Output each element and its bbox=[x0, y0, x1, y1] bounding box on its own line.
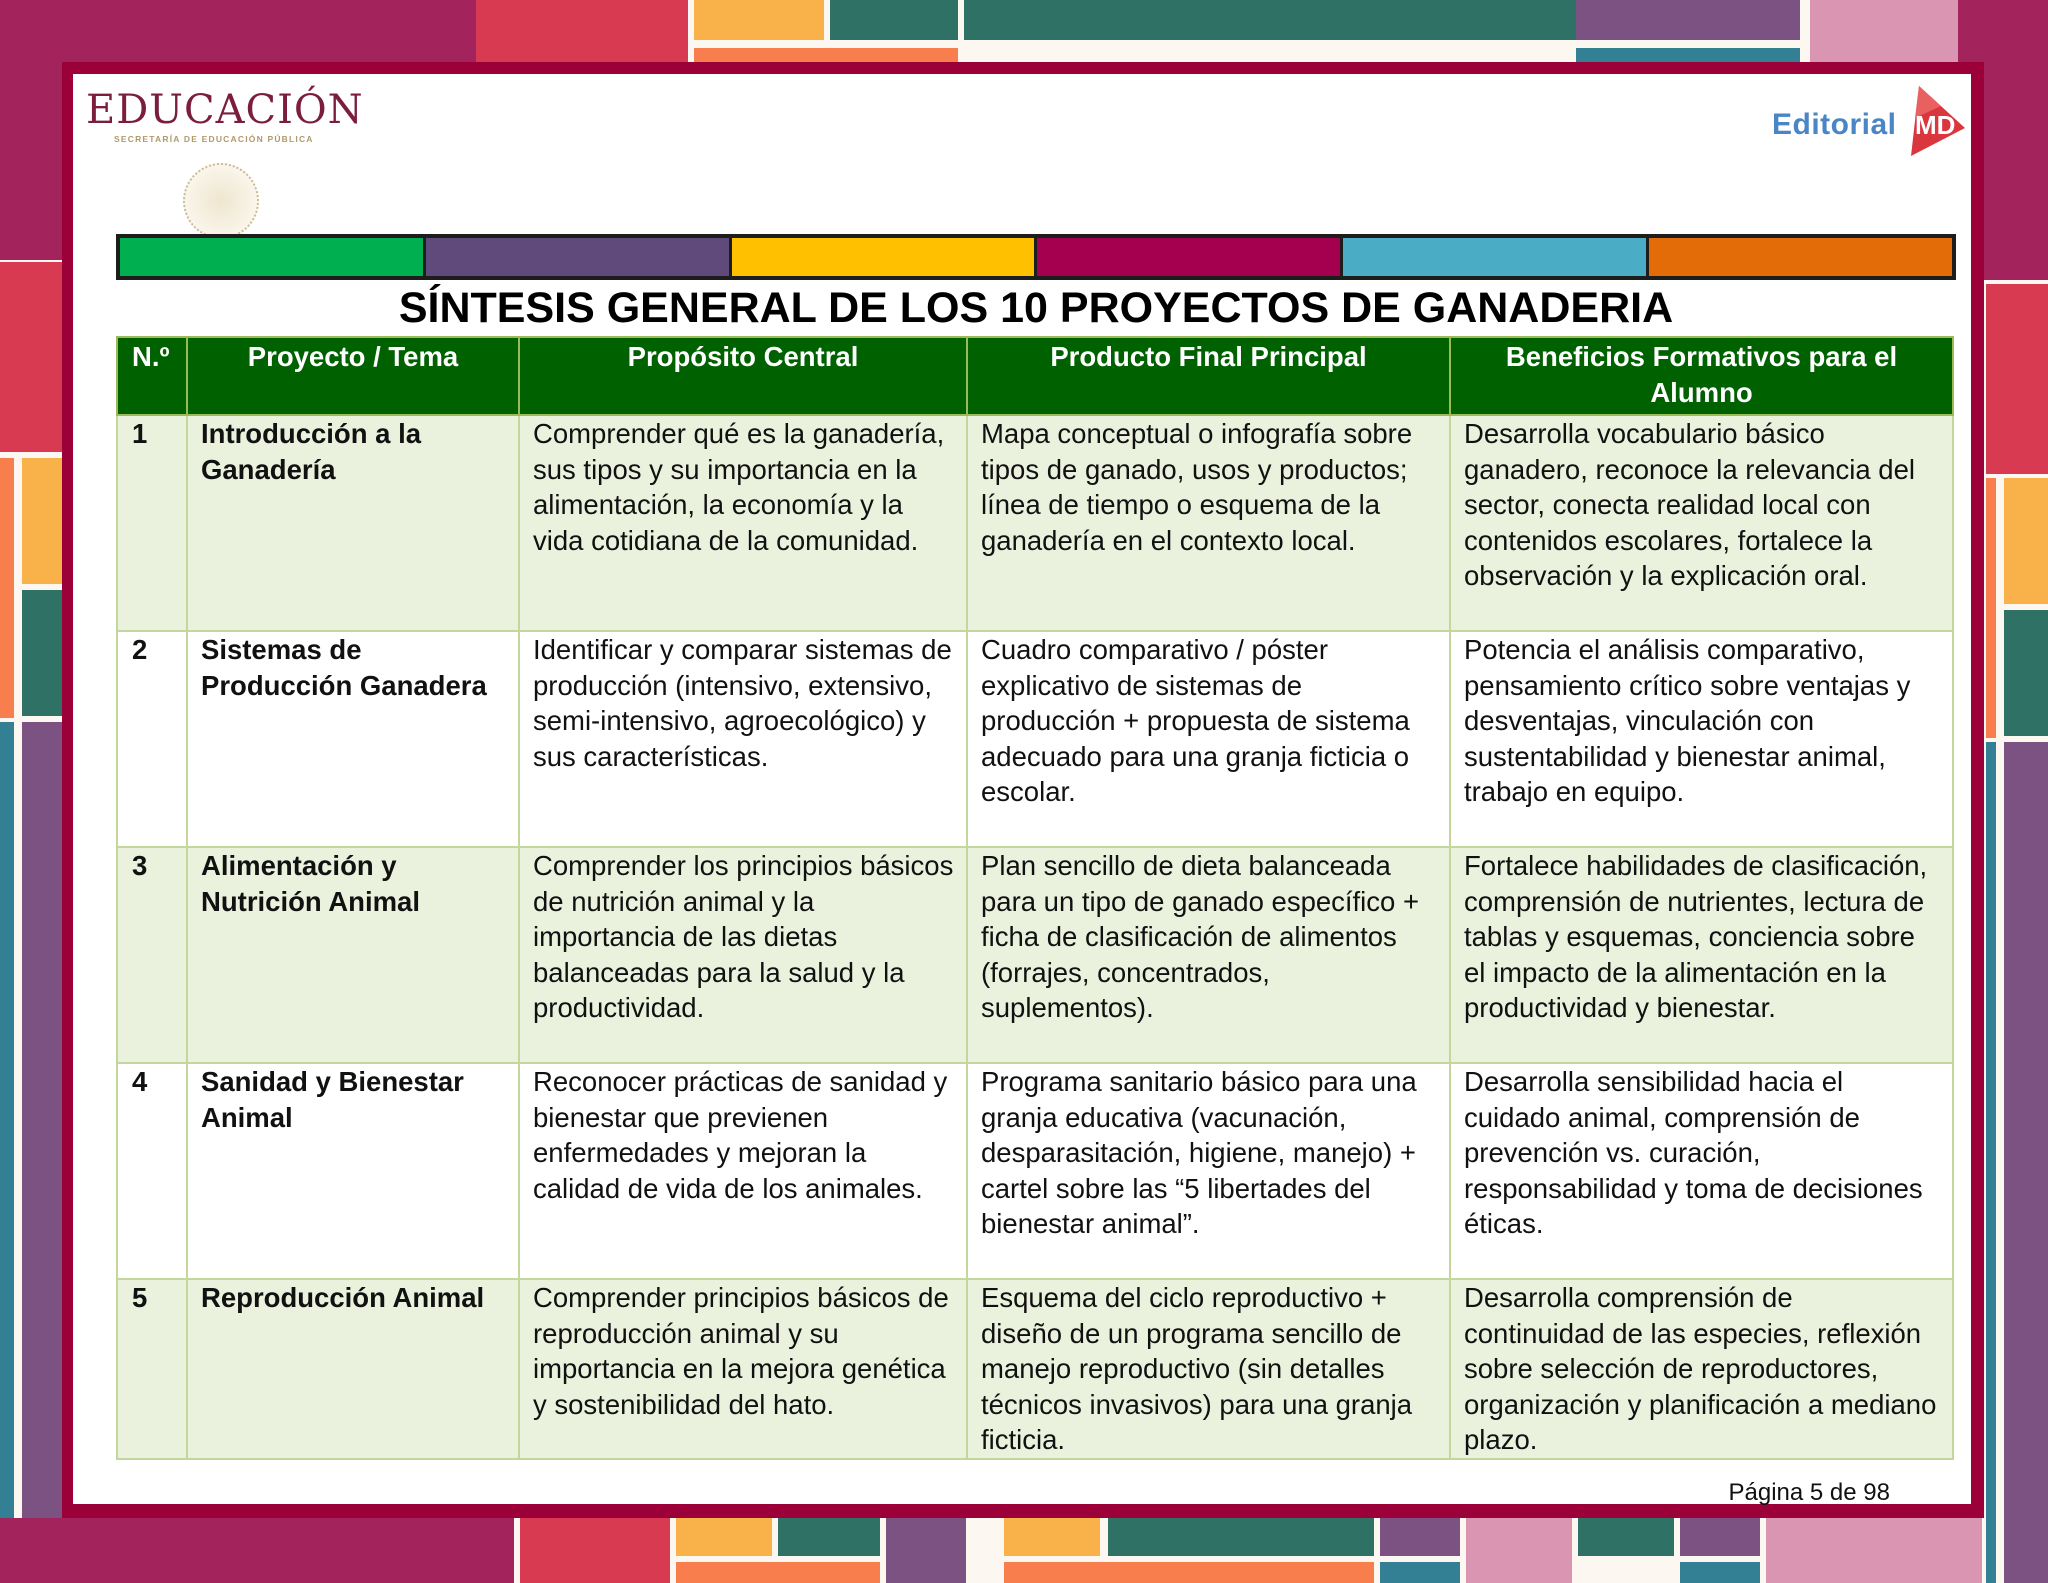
document-title: SÍNTESIS GENERAL DE LOS 10 PROYECTOS DE GANADERIA bbox=[398, 284, 1674, 332]
row-number: 3 bbox=[117, 847, 187, 1063]
page-number: Página 5 de 98 bbox=[1728, 1479, 1890, 1506]
table-row bbox=[117, 631, 1953, 847]
table-row bbox=[117, 1279, 1953, 1459]
color-stripe bbox=[732, 238, 1038, 276]
coat-of-arms-seal-icon bbox=[183, 163, 259, 239]
color-stripe bbox=[1343, 238, 1649, 276]
color-stripe bbox=[120, 238, 426, 276]
row-number: 1 bbox=[117, 415, 187, 631]
color-stripe-bar bbox=[116, 234, 1956, 280]
color-stripe bbox=[426, 238, 732, 276]
column-header-number: N.º bbox=[117, 337, 187, 415]
color-stripe bbox=[1037, 238, 1343, 276]
row-purpose: Reconocer prácticas de sanidad y bienestar que previenen enfermedades y mejoran la calidad de vida de los animales. bbox=[519, 1063, 967, 1279]
row-product: Mapa conceptual o infografía sobre tipos de ganado, usos y productos; línea de tiempo o esquema de la ganadería en el contexto local. bbox=[967, 415, 1450, 631]
table-row bbox=[117, 415, 1953, 631]
row-purpose: Comprender los principios básicos de nutrición animal y la importancia de las dietas balanceadas para la salud y la productividad. bbox=[519, 847, 967, 1063]
row-benefits: Desarrolla comprensión de continuidad de las especies, reflexión sobre selección de reproductores, organización y planificación a mediano plazo. bbox=[1450, 1279, 1953, 1459]
row-topic: Sistemas de Producción Ganadera bbox=[187, 631, 519, 847]
row-product: Programa sanitario básico para una granja educativa (vacunación, desparasitación, higiene, manejo) + cartel sobre las “5 libertades del bienestar animal”. bbox=[967, 1063, 1450, 1279]
row-topic: Introducción a la Ganadería bbox=[187, 415, 519, 631]
row-benefits: Fortalece habilidades de clasificación, comprensión de nutrientes, lectura de tablas y esquemas, conciencia sobre el impacto de la alimentación en la productividad y bienestar. bbox=[1450, 847, 1953, 1063]
projects-synthesis-table bbox=[116, 336, 1954, 1460]
column-header-purpose: Propósito Central bbox=[519, 337, 967, 415]
table-header-row bbox=[117, 337, 1953, 415]
sep-logo-title: EDUCACIÓN bbox=[86, 87, 364, 133]
row-benefits: Desarrolla vocabulario básico ganadero, reconoce la relevancia del sector, conecta realidad local con contenidos escolares, fortalece la observación y la explicación oral. bbox=[1450, 415, 1953, 631]
column-header-benefits: Beneficios Formativos para el Alumno bbox=[1450, 337, 1953, 415]
table-row bbox=[117, 847, 1953, 1063]
editorial-md-logo bbox=[1772, 80, 1967, 160]
row-benefits: Desarrolla sensibilidad hacia el cuidado animal, comprensión de prevención vs. curación, responsabilidad y toma de decisiones éticas. bbox=[1450, 1063, 1953, 1279]
md-triangle-logo-icon bbox=[1901, 82, 1967, 158]
row-purpose: Comprender principios básicos de reproducción animal y su importancia en la mejora genética y sostenibilidad del hato. bbox=[519, 1279, 967, 1459]
row-topic: Reproducción Animal bbox=[187, 1279, 519, 1459]
row-topic: Alimentación y Nutrición Animal bbox=[187, 847, 519, 1063]
row-number: 4 bbox=[117, 1063, 187, 1279]
editorial-logo-text: Editorial bbox=[1772, 108, 1897, 141]
row-product: Esquema del ciclo reproductivo + diseño de un programa sencillo de manejo reproductivo (sin detalles técnicos invasivos) para una granja ficticia. bbox=[967, 1279, 1450, 1459]
row-benefits: Potencia el análisis comparativo, pensamiento crítico sobre ventajas y desventajas, vinculación con sustentabilidad y bienestar animal, trabajo en equipo. bbox=[1450, 631, 1953, 847]
row-product: Cuadro comparativo / póster explicativo de sistemas de producción + propuesta de sistema adecuado para una granja ficticia o escolar. bbox=[967, 631, 1450, 847]
sep-logo-subtitle: SECRETARÍA DE EDUCACIÓN PÚBLICA bbox=[114, 134, 314, 144]
sep-logo bbox=[86, 88, 364, 144]
row-product: Plan sencillo de dieta balanceada para un tipo de ganado específico + ficha de clasificación de alimentos (forrajes, concentrados, suplementos). bbox=[967, 847, 1450, 1063]
table-row bbox=[117, 1063, 1953, 1279]
row-number: 2 bbox=[117, 631, 187, 847]
color-stripe bbox=[1649, 238, 1952, 276]
row-number: 5 bbox=[117, 1279, 187, 1459]
column-header-product: Producto Final Principal bbox=[967, 337, 1450, 415]
row-purpose: Comprender qué es la ganadería, sus tipos y su importancia en la alimentación, la economía y la vida cotidiana de la comunidad. bbox=[519, 415, 967, 631]
column-header-topic: Proyecto / Tema bbox=[187, 337, 519, 415]
svg-text:MD: MD bbox=[1914, 110, 1955, 140]
row-purpose: Identificar y comparar sistemas de producción (intensivo, extensivo, semi-intensivo, agroecológico) y sus características. bbox=[519, 631, 967, 847]
row-topic: Sanidad y Bienestar Animal bbox=[187, 1063, 519, 1279]
